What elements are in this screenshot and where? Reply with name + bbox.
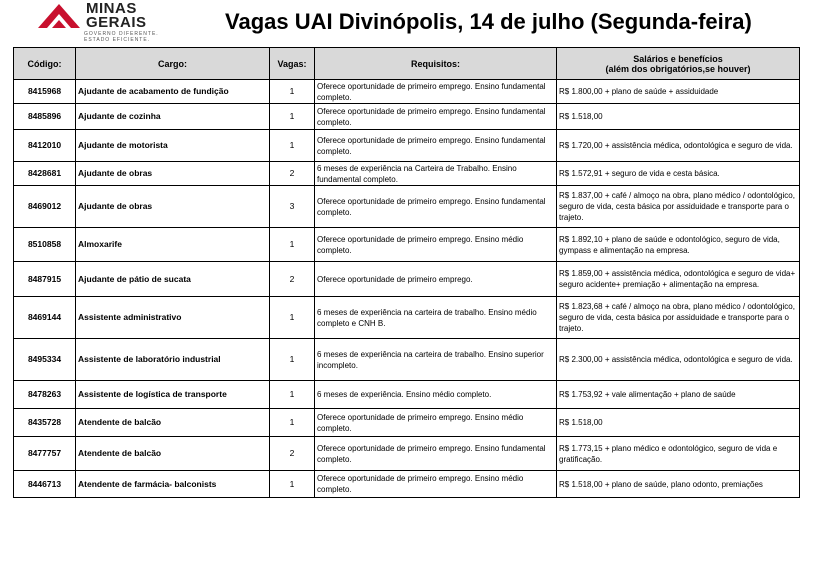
cell-requisitos: Oferece oportunidade de primeiro emprego. Ensino fundamental completo. (315, 437, 557, 471)
cell-salario: R$ 1.837,00 + café / almoço na obra, plano médico / odontológico, seguro de vida, cesta básica por assiduidade e transporte para o trajeto. (557, 186, 800, 228)
cell-salario: R$ 1.572,91 + seguro de vida e cesta básica. (557, 162, 800, 186)
cell-codigo: 8435728 (14, 409, 76, 437)
cell-salario: R$ 2.300,00 + assistência médica, odontológica e seguro de vida. (557, 339, 800, 381)
cell-requisitos: 6 meses de experiência na carteira de trabalho. Ensino médio completo e CNH B. (315, 297, 557, 339)
cell-salario: R$ 1.823,68 + café / almoço na obra, plano médico / odontológico, seguro de vida, cesta básica por assiduidade e transporte para o trajeto. (557, 297, 800, 339)
cell-codigo: 8469144 (14, 297, 76, 339)
cell-codigo: 8510858 (14, 228, 76, 262)
cell-salario: R$ 1.720,00 + assistência médica, odontológica e seguro de vida. (557, 130, 800, 162)
cell-salario: R$ 1.892,10 + plano de saúde e odontológico, seguro de vida, gympass e alimentação na empresa. (557, 228, 800, 262)
cell-codigo: 8478263 (14, 381, 76, 409)
cell-vagas: 1 (270, 130, 315, 162)
cell-requisitos: 6 meses de experiência na carteira de trabalho. Ensino superior incompleto. (315, 339, 557, 381)
cell-vagas: 1 (270, 339, 315, 381)
cell-codigo: 8495334 (14, 339, 76, 381)
logo-name-line2: GERAIS (86, 14, 147, 31)
cell-requisitos: Oferece oportunidade de primeiro emprego. Ensino fundamental completo. (315, 130, 557, 162)
table-row (14, 262, 800, 297)
cell-requisitos: Oferece oportunidade de primeiro emprego. Ensino fundamental completo. (315, 186, 557, 228)
cell-vagas: 1 (270, 228, 315, 262)
cell-vagas: 1 (270, 104, 315, 130)
cell-codigo: 8469012 (14, 186, 76, 228)
cell-vagas: 2 (270, 162, 315, 186)
header-codigo: Código: (14, 48, 76, 80)
logo-name (86, 2, 147, 30)
table-row (14, 186, 800, 228)
cell-salario: R$ 1.773,15 + plano médico e odontológico, seguro de vida e gratificação. (557, 437, 800, 471)
table-row (14, 228, 800, 262)
cell-requisitos: Oferece oportunidade de primeiro emprego. Ensino fundamental completo. (315, 80, 557, 104)
table-row (14, 471, 800, 498)
table-row (14, 130, 800, 162)
cell-cargo: Almoxarife (76, 228, 270, 262)
cell-requisitos: Oferece oportunidade de primeiro emprego. Ensino fundamental completo. (315, 104, 557, 130)
header-requisitos: Requisitos: (315, 48, 557, 80)
logo-tagline: GOVERNO DIFERENTE. ESTADO EFICIENTE. (84, 31, 159, 43)
cell-requisitos: Oferece oportunidade de primeiro emprego. Ensino médio completo. (315, 228, 557, 262)
table-row (14, 409, 800, 437)
header-salarios (557, 48, 800, 80)
cell-cargo: Assistente de laboratório industrial (76, 339, 270, 381)
cell-codigo: 8428681 (14, 162, 76, 186)
cell-codigo: 8477757 (14, 437, 76, 471)
page-title: Vagas UAI Divinópolis, 14 de julho (Segunda-feira) (225, 9, 752, 34)
cell-vagas: 1 (270, 297, 315, 339)
cell-requisitos: 6 meses de experiência. Ensino médio completo. (315, 381, 557, 409)
cell-cargo: Assistente de logística de transporte (76, 381, 270, 409)
cell-codigo: 8412010 (14, 130, 76, 162)
logo-mark-icon (38, 4, 80, 28)
cell-vagas: 1 (270, 80, 315, 104)
cell-cargo: Ajudante de obras (76, 186, 270, 228)
cell-vagas: 3 (270, 186, 315, 228)
cell-salario: R$ 1.518,00 (557, 104, 800, 130)
cell-requisitos: Oferece oportunidade de primeiro emprego. (315, 262, 557, 297)
cell-codigo: 8415968 (14, 80, 76, 104)
cell-cargo: Atendente de balcão (76, 409, 270, 437)
cell-codigo: 8487915 (14, 262, 76, 297)
table-row (14, 162, 800, 186)
cell-salario: R$ 1.800,00 + plano de saúde + assiduidade (557, 80, 800, 104)
cell-vagas: 1 (270, 381, 315, 409)
cell-cargo: Ajudante de pátio de sucata (76, 262, 270, 297)
table-header-row (14, 48, 800, 80)
table-row (14, 339, 800, 381)
cell-requisitos: Oferece oportunidade de primeiro emprego. Ensino médio completo. (315, 471, 557, 498)
cell-cargo: Atendente de farmácia- balconists (76, 471, 270, 498)
cell-salario: R$ 1.859,00 + assistência médica, odontológica e seguro de vida+ seguro acidente+ premiação + alimentação na empresa. (557, 262, 800, 297)
cell-codigo: 8485896 (14, 104, 76, 130)
table-row (14, 381, 800, 409)
cell-requisitos: Oferece oportunidade de primeiro emprego. Ensino médio completo. (315, 409, 557, 437)
cell-cargo: Ajudante de obras (76, 162, 270, 186)
table-row (14, 297, 800, 339)
table-row (14, 104, 800, 130)
cell-cargo: Ajudante de cozinha (76, 104, 270, 130)
header-vagas: Vagas: (270, 48, 315, 80)
page-header (0, 0, 820, 47)
logo-name-line1: MINAS (86, 0, 137, 17)
cell-vagas: 2 (270, 437, 315, 471)
header-salarios-line1: Salários e benefícios (633, 53, 723, 64)
cell-salario: R$ 1.753,92 + vale alimentação + plano de saúde (557, 381, 800, 409)
cell-cargo: Atendente de balcão (76, 437, 270, 471)
cell-cargo: Ajudante de acabamento de fundição (76, 80, 270, 104)
cell-requisitos: 6 meses de experiência na Carteira de Trabalho. Ensino fundamental completo. (315, 162, 557, 186)
cell-cargo: Ajudante de motorista (76, 130, 270, 162)
cell-codigo: 8446713 (14, 471, 76, 498)
cell-vagas: 2 (270, 262, 315, 297)
table-row (14, 80, 800, 104)
header-cargo: Cargo: (76, 48, 270, 80)
cell-salario: R$ 1.518,00 (557, 409, 800, 437)
minas-gerais-logo (38, 2, 178, 44)
header-salarios-line2: (além dos obrigatórios,se houver) (605, 63, 751, 74)
cell-salario: R$ 1.518,00 + plano de saúde, plano odonto, premiações (557, 471, 800, 498)
cell-cargo: Assistente administrativo (76, 297, 270, 339)
cell-vagas: 1 (270, 409, 315, 437)
table-row (14, 437, 800, 471)
jobs-table (13, 47, 800, 498)
cell-vagas: 1 (270, 471, 315, 498)
